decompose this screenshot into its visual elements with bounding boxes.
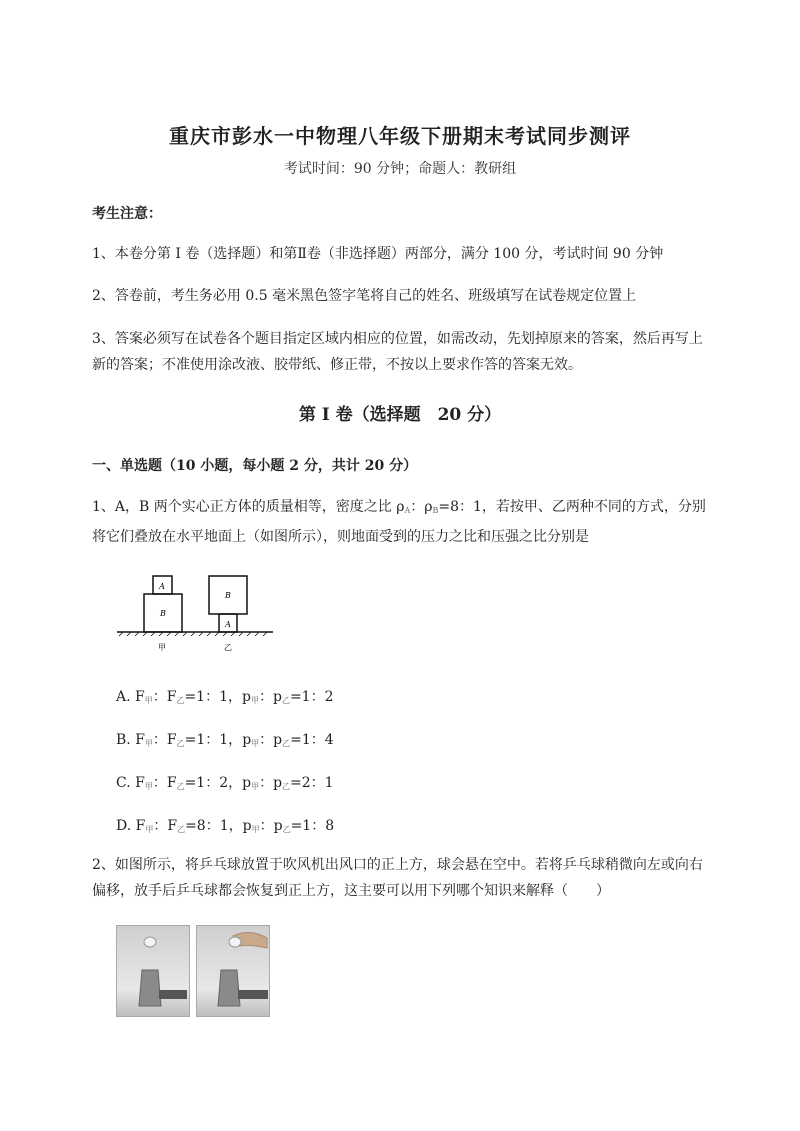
- question-2-stem: 2、如图所示，将乒乓球放置于吹风机出风口的正上方，球会悬在空中。若将乒乓球稍微向左或向右偏移，放手后乒乓球都会恢复到正上方，这主要可以用下列哪个知识来解释（ ）: [92, 857, 703, 899]
- block-b-yi-label: B: [225, 591, 231, 600]
- block-b-jia-label: B: [160, 609, 166, 618]
- block-a-yi-label: A: [225, 620, 231, 629]
- question-1-figure: [115, 570, 275, 658]
- part-heading: 一、单选题（10 小题，每小题 2 分，共计 20 分）: [92, 458, 418, 474]
- label-jia: 甲: [158, 643, 166, 652]
- exam-info: 考试时间：90 分钟；命题人：教研组: [283, 161, 517, 177]
- block-a-jia-label: A: [159, 582, 165, 591]
- notice-heading: 考生注意：: [92, 206, 162, 222]
- page-title: 重庆市彭水一中物理八年级下册期末考试同步测评: [169, 124, 631, 148]
- hairdryer-ball-offset-image: [197, 926, 269, 1016]
- notice-item-3: 3、答案必须写在试卷各个题目指定区域内相应的位置，如需改动，先划掉原来的答案，然后再写上新的答案；不准使用涂改液、胶带纸、修正带，不按以上要求作答的答案无效。: [92, 331, 703, 373]
- section-title: 第 I 卷（选择题 20 分）: [298, 405, 502, 425]
- notice-item-1: 1、本卷分第 I 卷（选择题）和第Ⅱ卷（非选择题）两部分，满分 100 分，考试时间 90 分钟: [92, 246, 664, 262]
- option-a[interactable]: A. $F_甲$：$F_乙=1$：1，$p_甲$：$p_乙=1$：2: [116, 689, 334, 705]
- option-c[interactable]: C. $F_甲$：$F_乙=1$：2，$p_甲$：$p_乙=2$：1: [116, 775, 334, 791]
- label-yi: 乙: [224, 643, 232, 652]
- hairdryer-ball-centered-image: [117, 926, 189, 1016]
- photo-hairdryer-ball-offset: [196, 925, 270, 1017]
- question-1-stem: 1、A，B 两个实心正方体的质量相等，密度之比 $\rho_A$：$\rho_B=8$：1，若按甲、乙两种不同的方式，分别将它们叠放在水平地面上（如图所示），则地面受到的压力之比和压强之比分别是: [92, 499, 706, 545]
- option-d[interactable]: D. $F_甲$：$F_乙=8$：1，$p_甲$：$p_乙=1$：8: [116, 818, 335, 834]
- photo-hairdryer-ball-centered: [116, 925, 190, 1017]
- option-b[interactable]: B. $F_甲$：$F_乙=1$：1，$p_甲$：$p_乙=1$：4: [116, 732, 334, 748]
- notice-item-2: 2、答卷前，考生务必用 0.5 毫米黑色签字笔将自己的姓名、班级填写在试卷规定位置上: [92, 288, 637, 304]
